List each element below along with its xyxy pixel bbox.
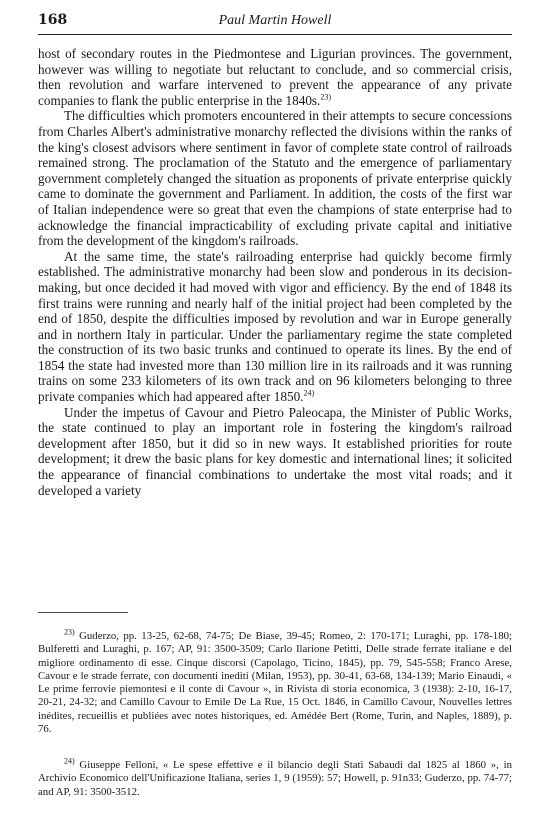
paragraph-1-text: host of secondary routes in the Piedmontese and Ligurian provinces. The government, however was willing to negotiate but reluctant to conclude, and so commercial crisis, then revolution and warfare intervened to prevent the appearance of any private companies to flank the public enterprise in the 1840s.: [38, 46, 512, 108]
running-head-author: Paul Martin Howell: [218, 13, 332, 28]
footnote-divider: [38, 612, 128, 613]
paragraph-1: [38, 46, 512, 108]
page-number: 168: [38, 12, 68, 28]
footnote-ref-24[interactable]: 24): [303, 388, 315, 398]
footnote-marker-23: 23): [64, 627, 75, 637]
main-text: [38, 46, 512, 498]
footnote-23-text: Guderzo, pp. 13-25, 62-68, 74-75; De Biase, 39-45; Romeo, 2: 170-171; Luraghi, pp. 178-180; Bulferetti and Luraghi, p. 167; AP, 91: 3500-3509; Carlo Ilarione Petitti, Delle strade ferrate italiane e del migliore ordinamento di esse. Cinque discorsi (Capolago, Ticino, 1845), pp. 79, 545-558; Franco Arese, Cavour e le strade ferrate, con documenti inediti (Milan, 1953), pp. 30-41, 63-68, 134-139; Mario Einaudi, « Le prime ferrovie piemontesi e il conte di Cavour », in Rivista di storia economica, 3 (1938): 2-10, 16-17, 20-21, 24-32; and Camillo Cavour to Emile De La Rue, 15 Oct. 1846, in Camillo Cavour, Nouvelles lettres inédites, recueillis et publiées avec notes historiques, ed. Amédée Bert (Rome, Turin, and Naples, 1889), p. 76.: [38, 630, 512, 736]
footnote-24-text: Giuseppe Felloni, « Le spese effettive e il bilancio degli Stati Sabaudi dal 1825 al 1860 », in Archivio Economico dell'Unificazione Italiana, series 1, 9 (1959): 57; Howell, p. 91n33; Guderzo, pp. 74-77; and AP, 91: 3500-3512.: [38, 759, 512, 798]
footnote-24: [38, 756, 512, 799]
footnote-23: [38, 627, 512, 736]
paragraph-2: [38, 108, 512, 248]
paragraph-3-text: At the same time, the state's railroading enterprise had quickly become firmly established. The administrative monarchy had been slow and ponderous in its decision-making, but once decided it had moved with vigor and efficiency. By the end of 1848 its first trains were running and nearly half of the initial project had been completed by the end of 1850, despite the difficulties imposed by revolution and war in Europe generally and in northern Italy in particular. Under the parliamentary regime the state completed the construction of its two basic trunks and continued to operate its lines. By the end of 1854 the state had invested more than 130 million lire in its railroads and it was running trains on some 233 kilometers of its own track and on 96 kilometers belonging to three private companies which had appeared after 1850.: [38, 248, 512, 405]
footnote-marker-24: 24): [64, 756, 75, 766]
footnote-ref-23[interactable]: 23): [320, 92, 332, 102]
paragraph-2-text: The difficulties which promoters encountered in their attempts to secure concessions from Charles Albert's administrative monarchy reflected the divisions within the ranks of the king's closest advisors where sentiment in favor of complete state control of railroads remained strong. The proclamation of the Statuto and the emergence of parliamentary government completely changed the situation as proponents of private enterprise quickly came to dominate the government and Parliament. In addition, the costs of the first war of Italian independence were so great that even the champions of state enterprise had to acknowledge the financial impracticability of excluding private capital and initiative from the development of the kingdom's railroads.: [38, 108, 512, 249]
running-header: [38, 12, 512, 35]
paragraph-3: [38, 249, 512, 405]
paragraph-4-text: Under the impetus of Cavour and Pietro Paleocapa, the Minister of Public Works, the state continued to play an important role in fostering the kingdom's railroad development after 1850, but it did so in new ways. It established priorities for route development; it drew the basic plans for key domestic and international lines; it solicited the appearance of financial combinations to undertake the most vital roads; and it developed a variety: [38, 404, 512, 498]
paragraph-4: [38, 405, 512, 499]
